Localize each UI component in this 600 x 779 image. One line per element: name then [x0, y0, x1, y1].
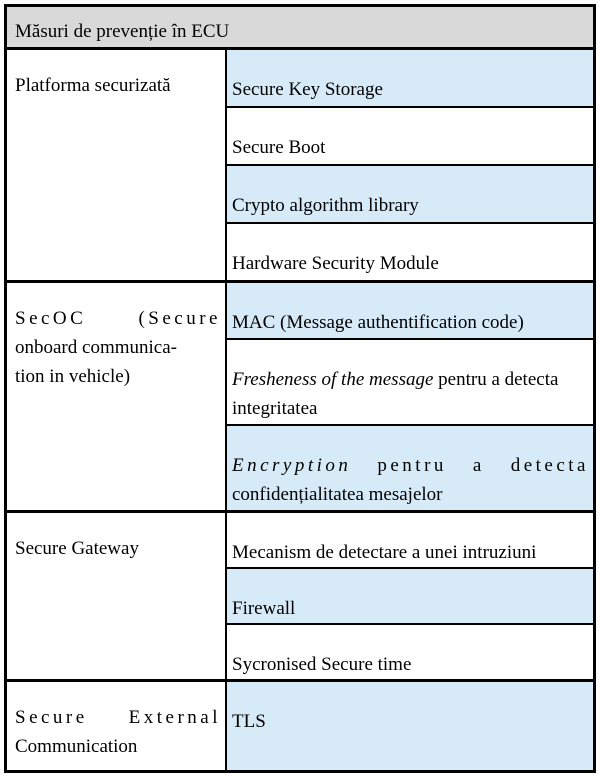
- text-line: [15, 304, 221, 333]
- text-segment: Encryption: [232, 455, 352, 476]
- item-cell: [227, 567, 593, 623]
- text-segment: Secure Gateway: [15, 538, 139, 559]
- text-segment: a: [472, 455, 485, 476]
- item-cell: [227, 338, 593, 424]
- text-segment: Platforma securizată: [15, 75, 171, 96]
- text-segment: Crypto algorithm library: [232, 195, 419, 216]
- text-line: [15, 362, 221, 391]
- text-segment: Fresheness of the message: [232, 369, 434, 390]
- text-line: [232, 538, 589, 567]
- text-line: [15, 703, 221, 732]
- text-line: [232, 308, 589, 337]
- text-line: [232, 650, 589, 679]
- text-segment: Secure: [15, 707, 88, 728]
- text-segment: External: [128, 707, 221, 728]
- text-segment: Sycronised Secure time: [232, 654, 412, 675]
- items-column: [227, 682, 593, 770]
- text-segment: Secure Key Storage: [232, 79, 383, 100]
- section-secure-gateway: [7, 513, 593, 682]
- text-segment: integritatea: [232, 398, 318, 419]
- text-line: [232, 594, 589, 623]
- prevention-measures-table: [4, 4, 596, 773]
- text-segment: Hardware Security Module: [232, 253, 439, 274]
- text-line: [15, 71, 221, 100]
- items-column: [227, 513, 593, 679]
- item-cell: [227, 623, 593, 679]
- text-segment: Firewall: [232, 598, 296, 619]
- text-segment: TLS: [232, 711, 266, 732]
- text-line: [232, 75, 589, 104]
- text-line: [15, 534, 221, 563]
- category-cell-secure-gateway: [7, 513, 227, 679]
- text-line: [232, 707, 589, 736]
- table-title: Măsuri de prevenție în ECU: [7, 7, 593, 50]
- item-cell: [227, 283, 593, 338]
- item-cell: [227, 106, 593, 164]
- text-segment: confidențialitatea mesajelor: [232, 484, 443, 505]
- text-segment: (Secure: [138, 308, 221, 329]
- text-segment: tion in vehicle): [15, 366, 131, 387]
- text-line: [232, 133, 589, 162]
- text-segment: pentru: [377, 455, 447, 476]
- text-segment: detecta: [510, 455, 589, 476]
- text-line: [15, 333, 221, 362]
- item-cell: [227, 424, 593, 510]
- section-platforma-securizata: [7, 50, 593, 283]
- item-cell: [227, 513, 593, 567]
- text-line: [232, 365, 589, 394]
- text-segment: Communication: [15, 736, 138, 757]
- text-segment: onboard communica-: [15, 337, 177, 358]
- item-cell: [227, 50, 593, 106]
- text-segment: SecOC: [15, 308, 87, 329]
- text-line: [232, 394, 589, 423]
- section-secure-external-communication: [7, 682, 593, 770]
- item-cell: [227, 164, 593, 222]
- text-line: [232, 451, 589, 480]
- text-line: [232, 249, 589, 278]
- table-body: [7, 50, 593, 770]
- items-column: [227, 50, 593, 280]
- items-column: [227, 283, 593, 510]
- text-line: [232, 480, 589, 509]
- category-cell-platforma-securizata: [7, 50, 227, 280]
- category-cell-secoc: [7, 283, 227, 510]
- text-segment: Mecanism de detectare a unei intruziuni: [232, 542, 537, 563]
- text-line: [15, 732, 221, 761]
- category-cell-secure-external-communication: [7, 682, 227, 770]
- item-cell: [227, 222, 593, 280]
- text-segment: Secure Boot: [232, 137, 326, 158]
- item-cell: [227, 682, 593, 770]
- text-segment: pentru a detecta: [433, 369, 559, 390]
- text-segment: MAC (Message authentification code): [232, 312, 524, 333]
- section-secoc: [7, 283, 593, 513]
- text-line: [232, 191, 589, 220]
